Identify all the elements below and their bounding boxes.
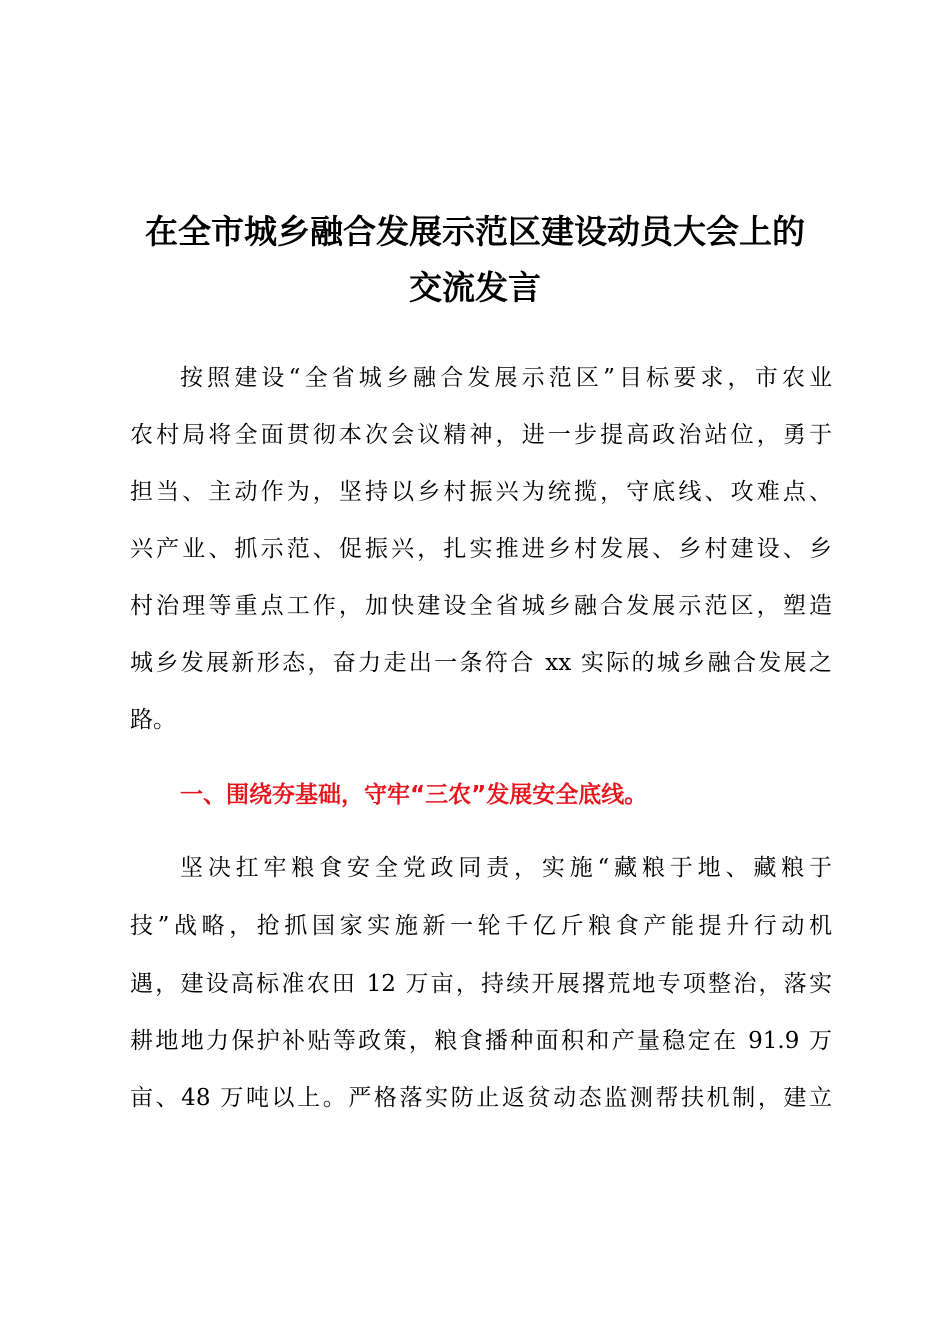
paragraph-line: 亩、48 万吨以上。严格落实防止返贫动态监测帮扶机制，建立	[130, 1085, 832, 1111]
paragraph-line: 兴产业、抓示范、促振兴，扎实推进乡村发展、乡村建设、乡	[130, 536, 832, 562]
paragraph-line: 担当、主动作为，坚持以乡村振兴为统揽，守底线、攻难点、	[130, 479, 832, 505]
section-heading: 一、围绕夯基础，守牢“三农”发展安全底线。	[180, 782, 648, 808]
paragraph-line: 村治理等重点工作，加快建设全省城乡融合发展示范区，塑造	[130, 593, 832, 619]
paragraph-line: 路。	[130, 707, 176, 733]
paragraph-line: 城乡发展新形态，奋力走出一条符合 xx 实际的城乡融合发展之	[130, 650, 832, 676]
paragraph-line: 按照建设“全省城乡融合发展示范区”目标要求，市农业	[180, 365, 832, 391]
document-title-line-2: 交流发言	[409, 268, 541, 307]
paragraph-line: 耕地地力保护补贴等政策，粮食播种面积和产量稳定在 91.9 万	[130, 1028, 832, 1054]
paragraph-line: 技”战略，抢抓国家实施新一轮千亿斤粮食产能提升行动机	[130, 913, 832, 939]
document-title-line-1: 在全市城乡融合发展示范区建设动员大会上的	[145, 212, 805, 251]
paragraph-line: 农村局将全面贯彻本次会议精神，进一步提高政治站位，勇于	[130, 422, 832, 448]
paragraph-line: 坚决扛牢粮食安全党政同责，实施“藏粮于地、藏粮于	[180, 855, 832, 881]
paragraph-line: 遇，建设高标准农田 12 万亩，持续开展撂荒地专项整治，落实	[130, 971, 832, 997]
